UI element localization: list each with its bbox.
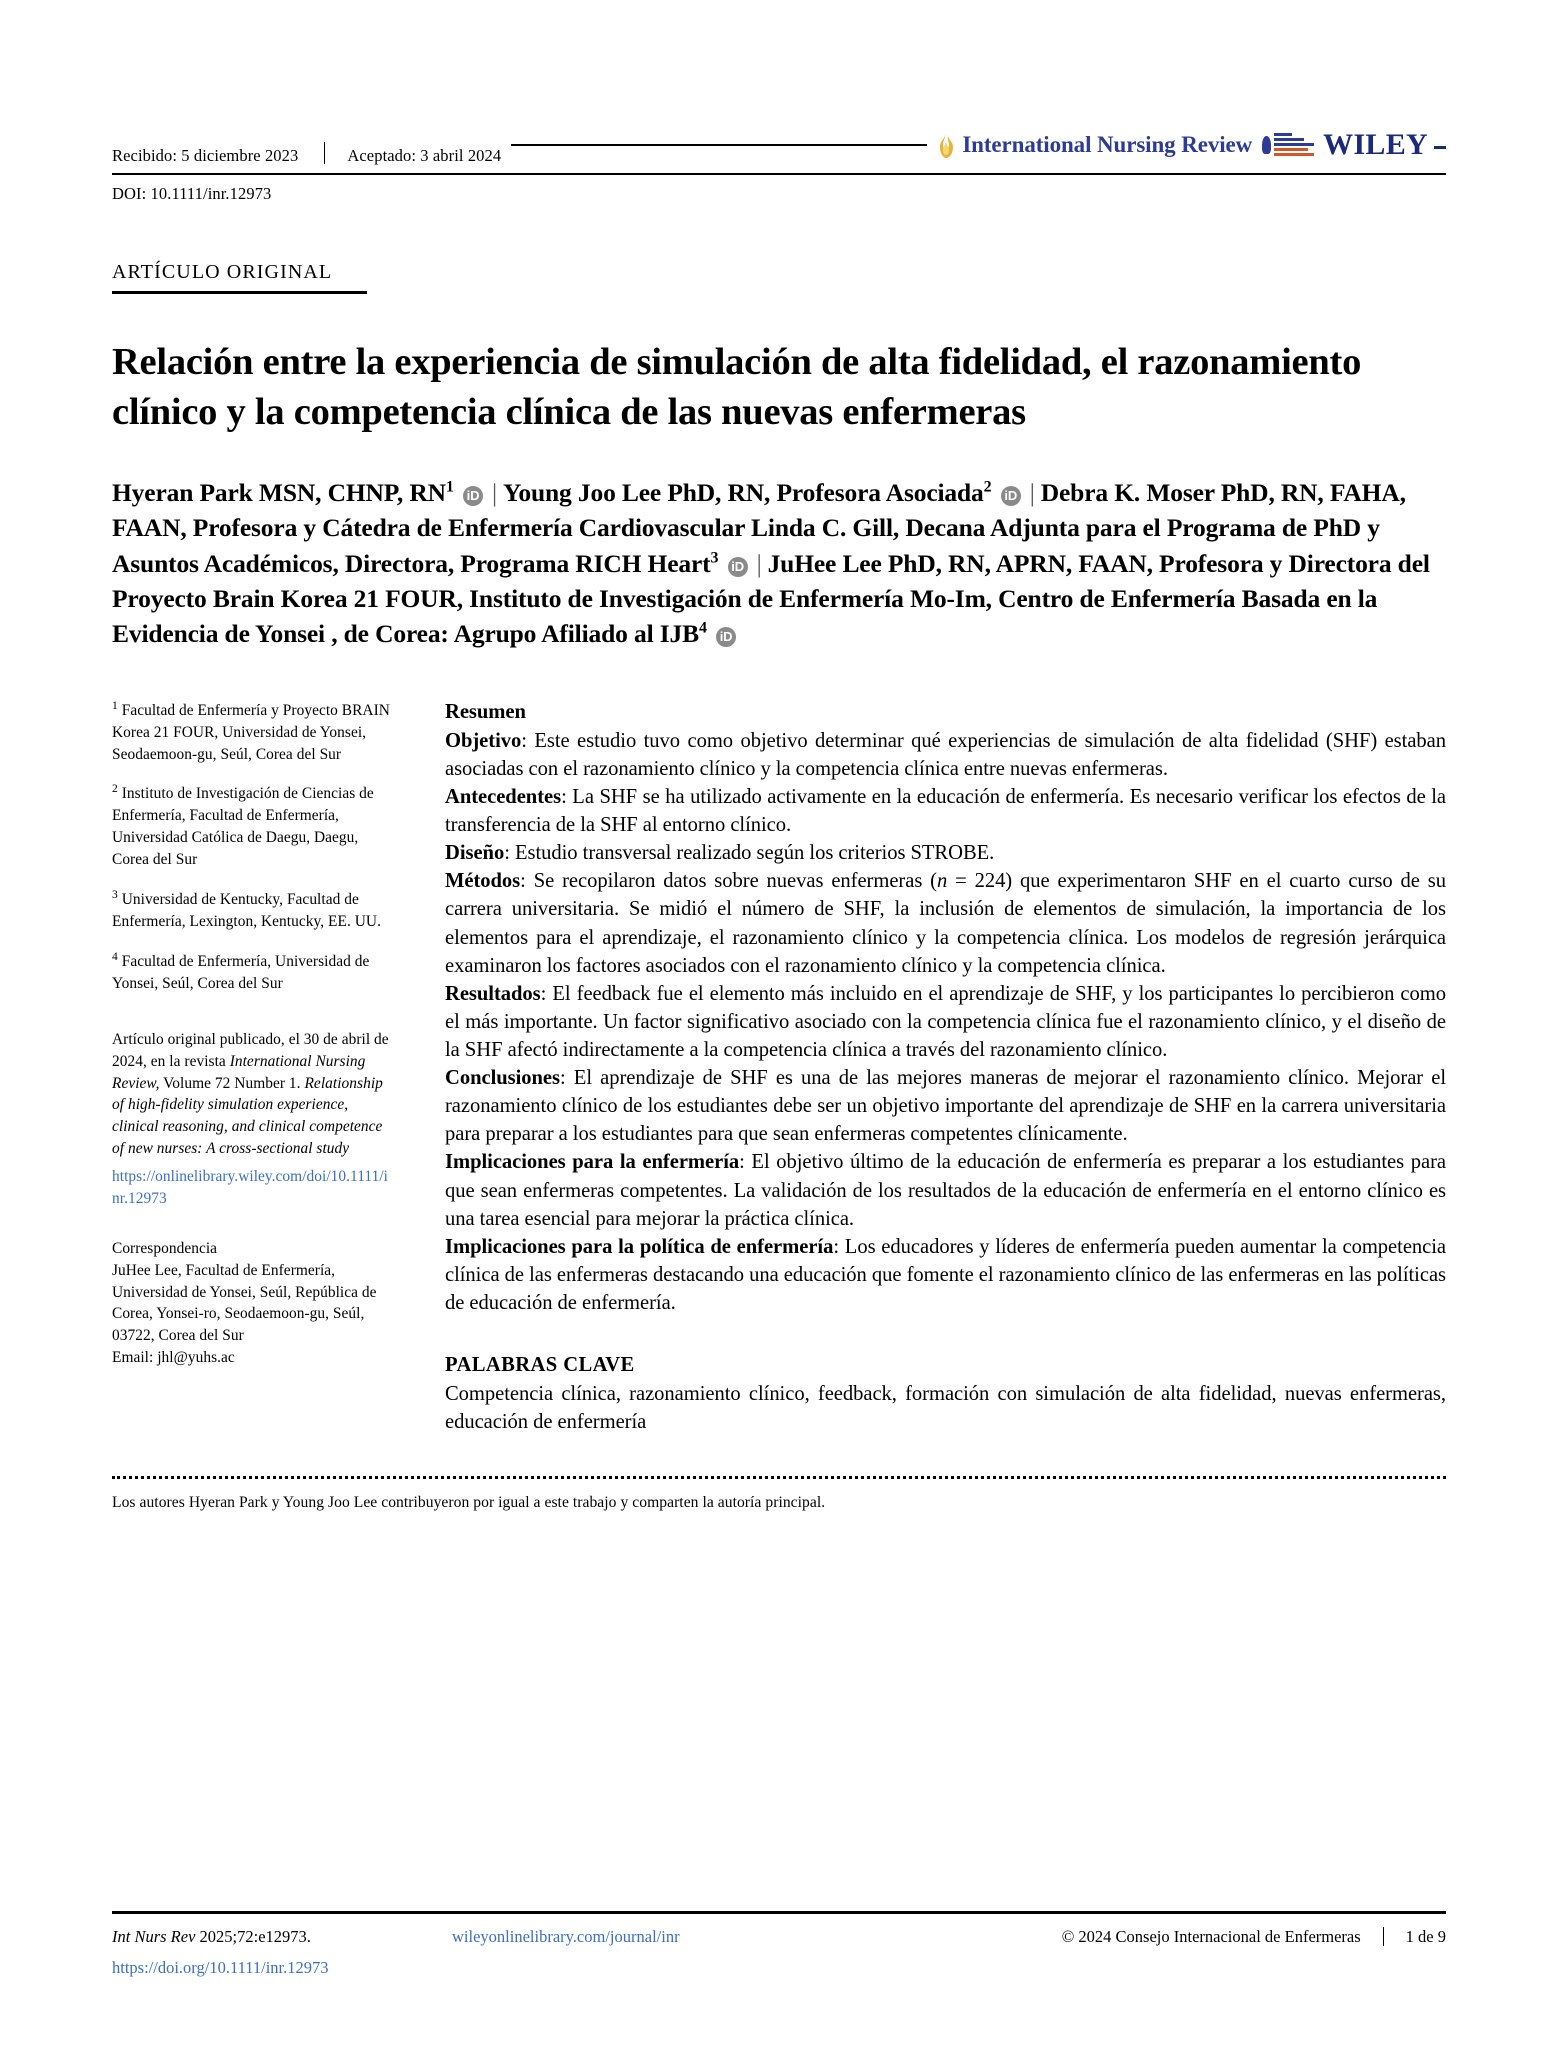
author-name-3: Debra K. Moser PhD, RN, FAHA, FAAN, Profesora y Cátedra de Enfermería Cardiovascular Linda C. Gill, Decana Adjunta para el Programa de PhD y Asuntos Académicos, Directora, Programa RICH Heart (112, 478, 1406, 578)
correspondence-email: Email: jhl@yuhs.ac (112, 1349, 235, 1367)
page-title: Relación entre la experiencia de simulación de alta fidelidad, el razonamiento clínico y la competencia clínica de las nuevas enfermeras (112, 341, 1362, 434)
publication-note-line1: Artículo original publicado, el 30 de abril de 2024, en la revista (112, 1030, 389, 1070)
publication-note (112, 1029, 391, 1160)
publication-note-url-row (112, 1166, 391, 1210)
affiliation-item (112, 949, 391, 995)
abstract-label: Objetivo (445, 729, 522, 752)
abstract-section-metodos (445, 867, 1446, 979)
keywords-list: Competencia clínica, razonamiento clínico, feedback, formación con simulación de alta fidelidad, nuevas enfermeras, educación de enfermería (445, 1383, 1446, 1434)
flame-icon (937, 132, 954, 159)
accepted-date: Aceptado: 3 abril 2024 (347, 146, 502, 165)
doi-line: DOI: 10.1111/inr.12973 (112, 184, 272, 203)
article-type-block (112, 261, 1446, 294)
abstract-section-implicaciones-enfermeria (445, 1148, 1446, 1232)
footer-citation (112, 1927, 452, 1947)
affiliation-item (112, 698, 391, 766)
keywords-heading: PALABRAS CLAVE (445, 1354, 635, 1377)
abstract-label: Diseño (445, 842, 505, 865)
affiliation-number: 2 (112, 783, 118, 796)
publication-note-original-title: Relationship of high-fidelity simulation experience, clinical reasoning, and clinical competence of new nurses: A cross-sectional study (112, 1074, 383, 1158)
journal-url-link[interactable]: wileyonlinelibrary.com/journal/inr (452, 1927, 680, 1946)
abstract-section-diseno (445, 839, 1446, 867)
publication-note-line2: Volume 72 Number 1. (159, 1074, 305, 1092)
abstract-section-antecedentes (445, 783, 1446, 839)
page-footer (112, 1911, 1446, 1978)
abstract-heading: Resumen (445, 700, 526, 723)
author-affil-ref-2: 2 (983, 478, 992, 496)
abstract-label: Conclusiones (445, 1067, 560, 1090)
icn-bars-glyph (1274, 133, 1314, 158)
publication-note-journal: International Nursing Review, (112, 1052, 366, 1092)
author-separator: | (491, 478, 497, 508)
footer-row (112, 1914, 1446, 1947)
sidebar-metadata (112, 698, 417, 1437)
abstract-text-pre: : Se recopilaron datos sobre nuevas enfermeras ( (520, 870, 937, 893)
affiliation-number: 3 (112, 889, 118, 902)
author-list (112, 475, 1446, 652)
footer-journal-abbrev: Int Nurs Rev (112, 1927, 196, 1946)
affiliation-text: Instituto de Investigación de Ciencias de Enfermería, Facultad de Enfermería, Universidad Católica de Daegu, Daegu, Corea del Sur (112, 785, 374, 869)
author-separator: | (756, 548, 762, 578)
orcid-icon[interactable]: iD (728, 557, 748, 577)
orcid-icon[interactable]: iD (463, 486, 483, 506)
abstract-label: Antecedentes (445, 785, 562, 808)
author-affil-ref-4: 4 (698, 619, 707, 637)
original-article-link[interactable]: https://onlinelibrary.wiley.com/doi/10.1111/inr.12973 (112, 1168, 388, 1207)
affiliation-number: 4 (112, 950, 118, 963)
abstract-section-objetivo (445, 727, 1446, 783)
author-affil-ref-3: 3 (710, 549, 719, 567)
copyright-text: © 2024 Consejo Internacional de Enfermeras (1061, 1927, 1361, 1946)
orcid-icon[interactable]: iD (716, 627, 736, 647)
abstract-section-resultados (445, 980, 1446, 1064)
correspondence-heading: Correspondencia (112, 1239, 218, 1257)
abstract-label: Implicaciones para la política de enfermería (445, 1235, 834, 1258)
abstract-text: : Este estudio tuvo como objetivo determinar qué experiencias de simulación de alta fidelidad (SHF) estaban asociadas con el razonamiento clínico y la competencia clínica entre nuevas enfermeras. (445, 729, 1446, 780)
wiley-dash (1434, 146, 1446, 149)
correspondence-address: JuHee Lee, Facultad de Enfermería, Universidad de Yonsei, Seúl, República de Corea, Yonsei-ro, Seodaemoon-gu, Seúl, 03722, Corea del Sur (112, 1261, 377, 1345)
date-divider (324, 142, 325, 164)
icn-person-glyph (1262, 136, 1271, 154)
content-columns (112, 698, 1446, 1437)
author-separator: | (1029, 478, 1035, 508)
abstract-label: Resultados (445, 982, 541, 1005)
footer-right (762, 1927, 1446, 1947)
abstract-label: Métodos (445, 870, 521, 893)
abstract-text: : Estudio transversal realizado según los criterios STROBE. (504, 842, 995, 865)
abstract-label: Implicaciones para la enfermería (445, 1151, 740, 1174)
journal-branding (511, 128, 1446, 166)
author-name-1: Hyeran Park MSN, CHNP, RN (112, 478, 446, 508)
journal-title: International Nursing Review (962, 132, 1253, 157)
author-name-2: Young Joo Lee PhD, RN, Profesora Asociada (502, 478, 984, 508)
sample-size-symbol: n (936, 870, 948, 893)
wiley-logo: WILEY (1323, 128, 1446, 162)
abstract-text: : El feedback fue el elemento más incluido en el aprendizaje de SHF, y los participantes lo percibieron como el más importante. Un factor significativo asociado con la competencia clínica fue el razonamiento clínico, y el diseño de la SHF afectó indirectamente a la competencia clínica a través del razonamiento clínico. (445, 982, 1446, 1061)
affiliation-text: Universidad de Kentucky, Facultad de Enfermería, Lexington, Kentucky, EE. UU. (112, 891, 381, 931)
page-header (112, 0, 1446, 204)
author-contribution-note: Los autores Hyeran Park y Young Joo Lee contribuyeron por igual a este trabajo y comparten la autoría principal. (112, 1494, 826, 1512)
orcid-icon[interactable]: iD (1001, 486, 1021, 506)
article-type-underline (112, 291, 367, 294)
abstract-text: : El objetivo último de la educación de enfermería es preparar a los estudiantes para que sean enfermeras competentes. La validación de los resultados de la educación de enfermería en el entorno clínico es una tarea esencial para mejorar la práctica clínica. (445, 1151, 1446, 1230)
abstract-text: : Los educadores y líderes de enfermería pueden aumentar la competencia clínica de las enfermeras destacando una educación que fomente el razonamiento clínico de las enfermeras en las políticas de educación de enfermería. (445, 1235, 1447, 1314)
article-type-label: ARTÍCULO ORIGINAL (112, 261, 333, 283)
abstract-text: : El aprendizaje de SHF es una de las mejores maneras de mejorar el razonamiento clínico. Mejorar el razonamiento clínico de los estudiantes debe ser un objetivo importante del aprendizaje de SHF en la carrera universitaria para preparar a los estudiantes para que sean enfermeras competentes clínicamente. (445, 1067, 1446, 1146)
author-affil-ref-1: 1 (445, 478, 454, 496)
received-date: Recibido: 5 diciembre 2023 (112, 146, 299, 165)
abstract-text: : La SHF se ha utilizado activamente en la educación de enfermería. Es necesario verificar los efectos de la transferencia de la SHF al entorno clínico. (445, 785, 1446, 837)
abstract-column (417, 698, 1446, 1437)
icn-logo-icon (1262, 133, 1314, 158)
affiliation-item (112, 781, 391, 871)
author-name-4: JuHee Lee PhD, RN, APRN, FAAN, Profesora y Directora del Proyecto Brain Korea 21 FOUR, Instituto de Investigación de Enfermería Mo-Im, Centro de Enfermería Basada en la Evidencia de Yonsei , de Corea: Agrupo Afiliado al IJB (112, 548, 1430, 649)
page-number: 1 de 9 (1383, 1927, 1446, 1946)
header-row (112, 128, 1446, 166)
abstract-section-conclusiones (445, 1064, 1446, 1148)
abstract-text-mid: = 224) que experimentaron SHF en el cuarto curso de su carrera universitaria. Se midió el número de SHF, la inclusión de elementos de simulación, la importancia de los elementos para el aprendizaje, el razonamiento clínico y la competencia clínica. Los modelos de regresión jerárquica examinaron los factores asociados con el razonamiento clínico y la competencia clínica. (445, 870, 1446, 977)
header-divider-line (511, 144, 927, 146)
sidebar-spacer (112, 1011, 391, 1029)
abstract-section-implicaciones-politica (445, 1233, 1446, 1317)
affiliation-text: Facultad de Enfermería y Proyecto BRAIN Korea 21 FOUR, Universidad de Yonsei, Seodaemoon-gu, Seúl, Corea del Sur (112, 701, 390, 763)
affiliation-text: Facultad de Enfermería, Universidad de Yonsei, Seúl, Corea del Sur (112, 953, 370, 992)
affiliation-number: 1 (112, 699, 118, 712)
footer-citation-rest: 2025;72:e12973. (195, 1927, 311, 1946)
footer-doi-link[interactable]: https://doi.org/10.1111/inr.12973 (112, 1958, 329, 1977)
affiliation-item (112, 887, 391, 933)
submission-dates (112, 139, 501, 166)
